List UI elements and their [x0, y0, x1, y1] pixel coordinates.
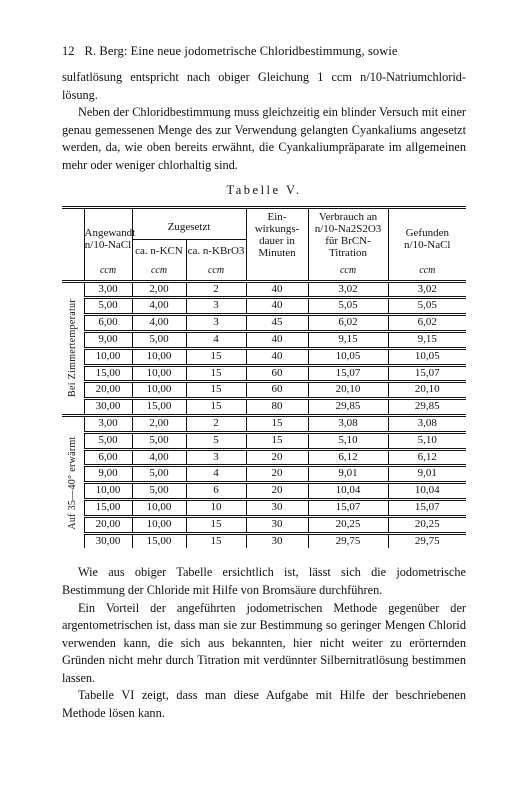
table-cell: 80: [246, 399, 308, 416]
table-cell: 2: [186, 415, 246, 432]
table-cell: 29,85: [308, 399, 388, 416]
table-cell: 20,10: [308, 382, 388, 399]
table-cell: 30: [246, 499, 308, 516]
table-row: [62, 449, 466, 466]
table-row: [62, 315, 466, 332]
table-cell: 29,75: [388, 533, 466, 548]
table-cell: 9,00: [84, 466, 132, 483]
table-row: [62, 365, 466, 382]
table-cell: 2: [186, 281, 246, 298]
page-number: 12: [62, 44, 75, 58]
table-cell: 5,00: [132, 466, 186, 483]
header-angewandt: Angewandt n/10-NaCl: [84, 207, 132, 262]
table-cell: 20,25: [388, 516, 466, 533]
table-cell: 5,05: [308, 298, 388, 315]
table-cell: 15,07: [308, 365, 388, 382]
group-heated: [62, 415, 466, 548]
table-cell: 5,00: [132, 432, 186, 449]
paragraph-table-vi: Tabelle VI zeigt, dass man diese Aufgabe mit Hilfe der beschriebenen Methode lösen kann.: [62, 688, 466, 721]
table-cell: 10,00: [132, 516, 186, 533]
table-cell: 15: [186, 516, 246, 533]
table-cell: 5,00: [84, 298, 132, 315]
table-cell: 10,00: [84, 348, 132, 365]
table-cell: 3,02: [388, 281, 466, 298]
table-cell: 5,10: [388, 432, 466, 449]
table-cell: 15,07: [388, 499, 466, 516]
table-cell: 2,00: [132, 415, 186, 432]
table-cell: 10,00: [84, 483, 132, 500]
table-cell: 15,00: [84, 499, 132, 516]
table-row: [62, 432, 466, 449]
table-cell: 6,02: [308, 315, 388, 332]
page: [62, 44, 466, 723]
table-cell: 5,00: [132, 483, 186, 500]
table-cell: 15: [186, 348, 246, 365]
table-cell: 10: [186, 499, 246, 516]
table-row: [62, 382, 466, 399]
table-cell: 9,15: [308, 331, 388, 348]
table-cell: 20: [246, 466, 308, 483]
table-cell: 15,00: [84, 365, 132, 382]
table-cell: 60: [246, 365, 308, 382]
table-cell: 6,02: [388, 315, 466, 332]
table-cell: 5,05: [388, 298, 466, 315]
table-cell: 20: [246, 483, 308, 500]
table-cell: 3: [186, 315, 246, 332]
table-cell: 10,00: [132, 348, 186, 365]
table-row: [62, 466, 466, 483]
group-room-temperature: [62, 281, 466, 415]
table-row: [62, 399, 466, 416]
table-cell: 30: [246, 516, 308, 533]
table-cell: 15: [186, 365, 246, 382]
table-cell: 15,07: [388, 365, 466, 382]
table-cell: 3: [186, 298, 246, 315]
table-cell: 4,00: [132, 449, 186, 466]
table-cell: 4: [186, 466, 246, 483]
unit-label: ccm: [419, 265, 436, 277]
paragraph-blind-test: Neben der Chloridbestimmung muss gleichzeitig ein blinder Versuch mit einer genau gemessenen Menge des zur Verwendung gelangten Cyankaliums angesetzt werden, da, wie oben bereits erwähnt, die Cyankaliumpräparate im allgemeinen mehr oder weniger chlorhaltig sind.: [62, 105, 466, 172]
table-cell: 30,00: [84, 399, 132, 416]
table-cell: 20,00: [84, 382, 132, 399]
table-cell: 40: [246, 281, 308, 298]
group-label: Bei Zimmertemperatur: [66, 299, 78, 398]
table-row: [62, 281, 466, 298]
group-label: Auf 35—40° erwärmt: [66, 435, 78, 530]
unit-label: ccm: [308, 262, 388, 282]
table-cell: 2,00: [132, 281, 186, 298]
table-cell: 3,02: [308, 281, 388, 298]
table-cell: 9,01: [308, 466, 388, 483]
table-cell: 15,00: [132, 533, 186, 548]
group-label-cell: [62, 281, 84, 415]
paragraph-advantage: Ein Vorteil der angeführten jodometrischen Methode gegenüber der argentometrischen ist, dass man sie zur Bestimmung so geringer Mengen Chlorid verwenden kann, die sich aus bekannten, hier nicht weiter zu erörternden Gründen nicht mehr durch Titration mit verdünnter Silbernitratlösung bestimmen lassen.: [62, 600, 466, 685]
table-cell: 3: [186, 449, 246, 466]
table-row: [62, 516, 466, 533]
table-row: [62, 348, 466, 365]
table-cell: 3,00: [84, 415, 132, 432]
table-cell: 15,00: [132, 399, 186, 416]
table-cell: 15: [246, 415, 308, 432]
table-cell: 6,00: [84, 449, 132, 466]
table-cell: 5,10: [308, 432, 388, 449]
table-row: [62, 483, 466, 500]
table-cell: 60: [246, 382, 308, 399]
table-cell: 40: [246, 331, 308, 348]
table-cell: 40: [246, 298, 308, 315]
paragraph-conclusion: Wie aus obiger Tabelle ersichtlich ist, lässt sich die jodometrische Bestimmung der Chloride mit Hilfe von Bromsäure durchführen.: [62, 565, 466, 597]
table-cell: 3,00: [84, 281, 132, 298]
table-cell: 10,05: [308, 348, 388, 365]
table-cell: 20,00: [84, 516, 132, 533]
table-cell: 15: [186, 533, 246, 548]
table-cell: 6: [186, 483, 246, 500]
table-cell: 10,00: [132, 382, 186, 399]
table-cell: 9,01: [388, 466, 466, 483]
table-cell: 20,25: [308, 516, 388, 533]
header-gefunden: Gefunden n/10-NaCl: [404, 227, 451, 252]
table-cell: 9,00: [84, 331, 132, 348]
table-cell: 3,08: [308, 415, 388, 432]
table-row: [62, 499, 466, 516]
unit-label: ccm: [84, 262, 132, 282]
table-cell: 4,00: [132, 298, 186, 315]
table-row: [62, 415, 466, 432]
table-cell: 10,00: [132, 365, 186, 382]
table-cell: 3,08: [388, 415, 466, 432]
table-cell: 45: [246, 315, 308, 332]
table-cell: 30,00: [84, 533, 132, 548]
unit-label: ccm: [132, 262, 186, 282]
table-row: [62, 533, 466, 548]
table-cell: 20: [246, 449, 308, 466]
table-cell: 40: [246, 348, 308, 365]
table-cell: 10,04: [308, 483, 388, 500]
table-cell: 6,00: [84, 315, 132, 332]
table-row: [62, 331, 466, 348]
header-zugesetzt: Zugesetzt: [132, 207, 246, 239]
table-cell: 4,00: [132, 315, 186, 332]
header-kcn: ca. n-KCN: [132, 239, 186, 262]
table-cell: 5,00: [84, 432, 132, 449]
table-cell: 15: [246, 432, 308, 449]
table-cell: 29,85: [388, 399, 466, 416]
table-cell: 10,00: [132, 499, 186, 516]
table-title: Tabelle V.: [226, 182, 302, 197]
table-cell: 10,05: [388, 348, 466, 365]
table-cell: 30: [246, 533, 308, 548]
unit-label: ccm: [186, 262, 246, 282]
table-v: [62, 206, 466, 549]
table-row: [62, 298, 466, 315]
table-cell: 4: [186, 331, 246, 348]
table-cell: 5,00: [132, 331, 186, 348]
table-cell: 15: [186, 382, 246, 399]
table-cell: 15: [186, 399, 246, 416]
group-label-cell: [62, 415, 84, 548]
table-header-row-1: [62, 207, 466, 239]
units-row: [62, 262, 466, 282]
table-cell: 29,75: [308, 533, 388, 548]
table-cell: 9,15: [388, 331, 466, 348]
header-einwirkung: Ein-wirkungs-dauer in Minuten: [246, 207, 308, 262]
table-cell: 6,12: [388, 449, 466, 466]
paragraph-continuation: sulfatlösung entspricht nach obiger Gleichung 1 ccm n/10-Natriumchlorid-lösung.: [62, 70, 466, 102]
table-cell: 15,07: [308, 499, 388, 516]
table-cell: 6,12: [308, 449, 388, 466]
header-kbro3: ca. n-KBrO3: [186, 239, 246, 262]
table-cell: 20,10: [388, 382, 466, 399]
table-cell: 10,04: [388, 483, 466, 500]
running-title: R. Berg: Eine neue jodometrische Chloridbestimmung, sowie: [84, 44, 398, 58]
running-header: [62, 44, 466, 59]
header-verbrauch: Verbrauch an n/10-Na2S2O3 für BrCN-Titration: [308, 207, 388, 262]
table-cell: 5: [186, 432, 246, 449]
